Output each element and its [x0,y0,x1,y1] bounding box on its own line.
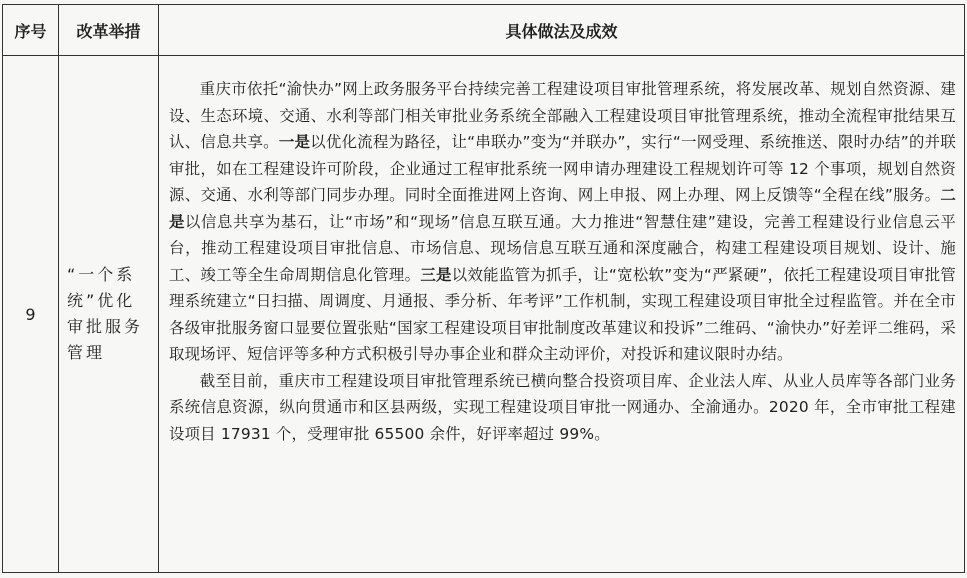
row-measure: “一个系统”优化审批服务管理 [59,56,159,573]
p1-key-point-2: 二是 [169,186,956,231]
p1-segment: 以信息共享为基石，让“市场”和“现场”信息互联互通。大力推进“智慧住建”建设，完善工程建设行业信息云平台，推动工程建设项目审批信息、市场信息、现场信息互联互通和深度融合，构建工程建设项目规划、设计、施工、竣工等全生命周期信息化管理。 [169,212,956,284]
row-details [159,56,965,573]
p1-segment: 以效能监管为抓手，让“宽松软”变为“严紧硬”，依托工程建设项目审批管理系统建立“日扫描、周调度、月通报、季分析、年考评”工作机制，实现工程建设项目审批全过程监管。并在全市各级审批服务窗口显要位置张贴“国家工程建设项目审批制度改革建议和投诉”二维码、“渝快办”好差评二维码，采取现场评、短信评等多种方式积极引导办事企业和群众主动评价，对投诉和建议限时办结。 [169,265,957,363]
details-paragraph-2: 截至目前，重庆市工程建设项目审批管理系统已横向整合投资项目库、企业法人库、从业人员库等各部门业务系统信息资源，纵向贯通市和区县两级，实现工程建设项目审批一网通办、全渝通办。2020 年，全市审批工程建设项目 17931 个，受理审批 65500 余件，好评率超过 99%。 [169,371,956,443]
row-number: 9 [3,56,59,573]
p1-key-point-3: 三是 [420,265,452,284]
table-header-row [3,5,965,56]
details-paragraph-1 [169,76,956,368]
reform-measures-table [2,4,965,573]
table-row [3,56,965,573]
p1-segment: 以优化流程为路径，让“串联办”变为“并联办”，实行“一网受理、系统推送、限时办结”的并联审批，如在工程建设许可阶段，企业通过工程审批系统一网申请办理建设工程规划许可等 12 个事项，规划自然资源、交通、水利等部门同步办理。同时全面推进网上咨询、网上申报、网上办理、网上反馈等“全程在线”服务。 [169,133,956,204]
header-number: 序号 [3,5,59,56]
header-details: 具体做法及成效 [159,5,965,56]
p1-segment: 重庆市依托“渝快办”网上政务服务平台持续完善工程建设项目审批管理系统，将发展改革、规划自然资源、建设、生态环境、交通、水利等部门相关审批业务系统全部融入工程建设项目审批管理系统，推动全流程审批结果互认、信息共享。 [169,80,956,151]
header-measure: 改革举措 [59,5,159,56]
p1-key-point-1: 一是 [278,133,311,151]
